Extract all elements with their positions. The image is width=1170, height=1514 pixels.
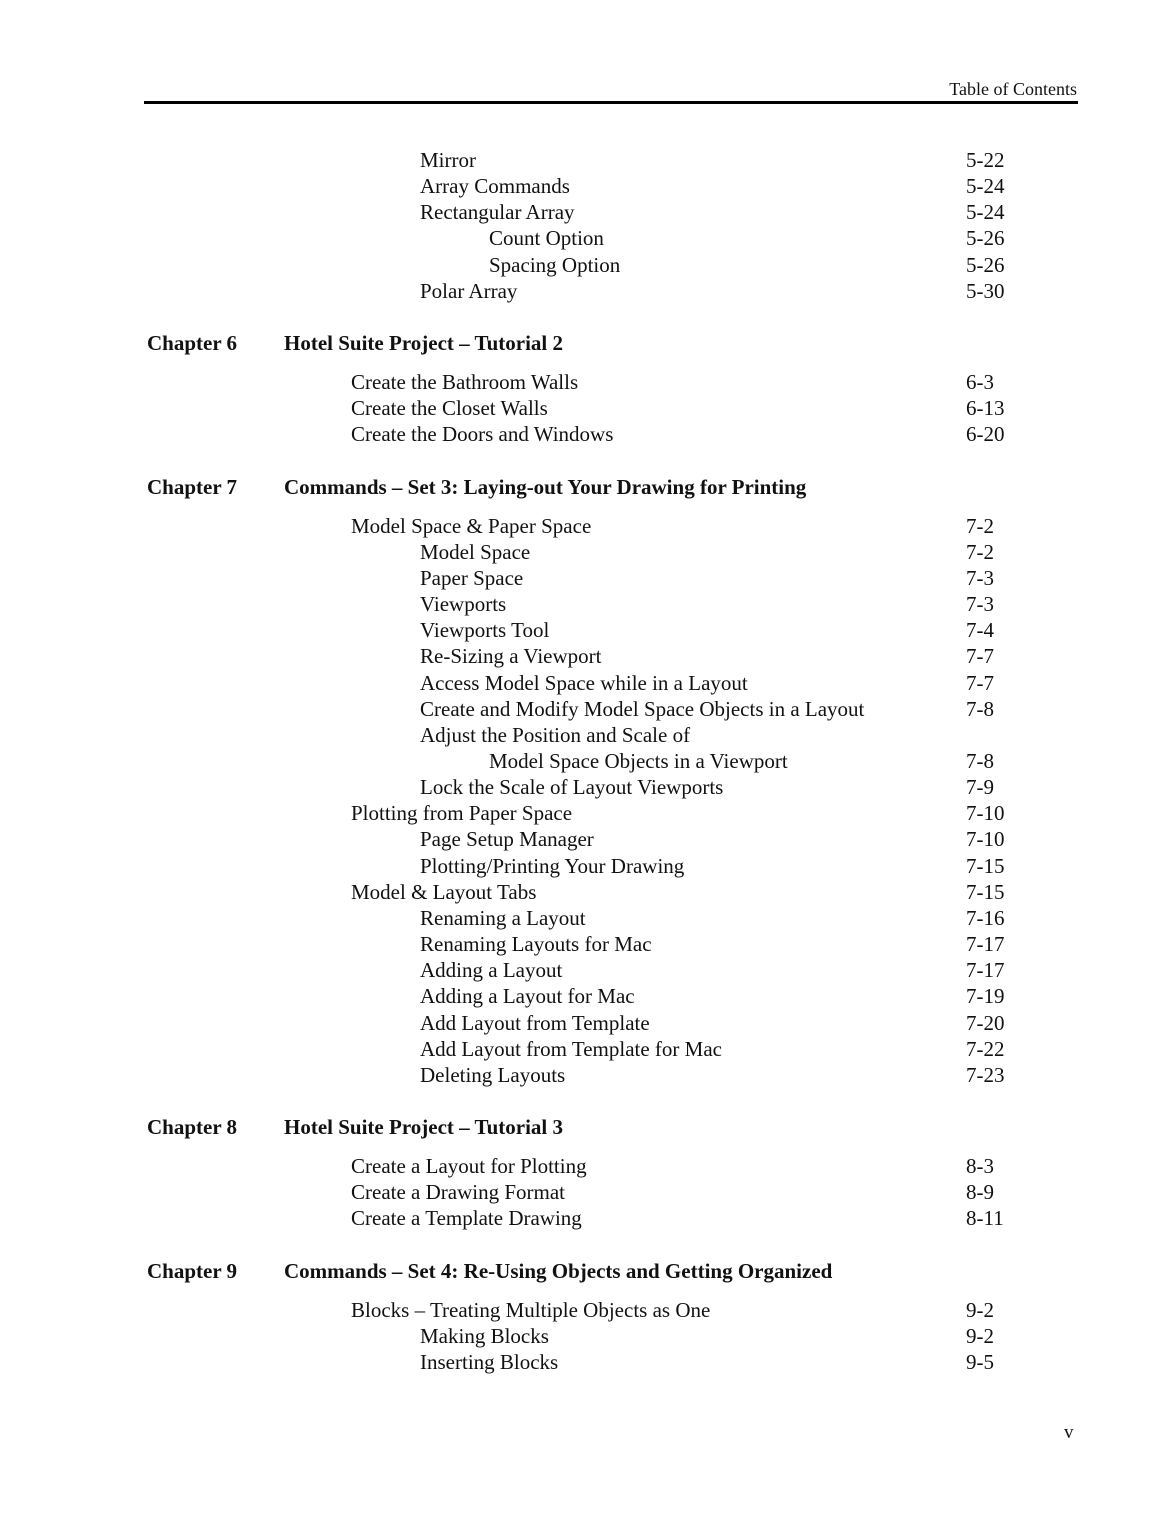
toc-entry[interactable]: [0, 199, 1170, 225]
toc-entry-label: Blocks – Treating Multiple Objects as One: [351, 1297, 711, 1322]
toc-entry-label: Renaming a Layout: [420, 905, 586, 930]
toc-entry-label: Access Model Space while in a Layout: [420, 670, 748, 695]
toc-entry[interactable]: [0, 173, 1170, 199]
toc-entry-label: Model Space Objects in a Viewport: [489, 749, 788, 773]
toc-entry-page: 7-16: [966, 905, 1005, 930]
toc-entry[interactable]: [0, 369, 1170, 395]
toc-entry[interactable]: [0, 826, 1170, 852]
toc-entry-page: 7-23: [966, 1062, 1005, 1087]
chapter-heading: [0, 1258, 1170, 1284]
chapter-title: Commands – Set 3: Laying-out Your Drawing for Printing: [284, 474, 807, 499]
toc-entry-label: Plotting from Paper Space: [351, 801, 573, 826]
toc-entry[interactable]: [0, 905, 1170, 931]
toc-entry-label: Viewports Tool: [420, 618, 550, 643]
toc-entry-label: Deleting Layouts: [420, 1062, 566, 1087]
toc-entry[interactable]: [0, 539, 1170, 565]
toc-entry-label: Mirror: [420, 148, 476, 172]
toc-entry-page: 8-3: [966, 1154, 994, 1179]
toc-entry-page: 5-22: [966, 148, 1005, 172]
toc-entry-page: 7-3: [966, 592, 994, 617]
toc-entry-page: 5-30: [966, 278, 1005, 303]
toc-entry-label: Create a Drawing Format: [351, 1180, 566, 1205]
chapter-title: Hotel Suite Project – Tutorial 2: [284, 330, 563, 355]
toc-entry-page: 9-2: [966, 1323, 994, 1348]
toc-entry-label: Add Layout from Template: [420, 1010, 650, 1035]
toc-entry-page: 7-7: [966, 644, 994, 669]
toc-entry-label: Create a Template Drawing: [351, 1206, 582, 1231]
toc-entry[interactable]: [0, 1205, 1170, 1231]
toc-entry-page: 7-8: [966, 696, 994, 721]
toc-entry-label: Paper Space: [420, 565, 524, 590]
chapter-heading: [0, 1114, 1170, 1140]
toc-entry-page: 5-24: [966, 200, 1005, 225]
chapter-title: Hotel Suite Project – Tutorial 3: [284, 1114, 563, 1139]
toc-entry[interactable]: [0, 1036, 1170, 1062]
chapter-title: Commands – Set 4: Re-Using Objects and Getting Organized: [284, 1258, 833, 1283]
toc-entry-page: 7-2: [966, 513, 994, 538]
toc-entry-label: Spacing Option: [489, 252, 621, 277]
toc-entry[interactable]: [0, 774, 1170, 800]
toc-entry[interactable]: [0, 591, 1170, 617]
toc-entry-page: 7-15: [966, 853, 1005, 878]
toc-entry[interactable]: [0, 565, 1170, 591]
toc-entry-label: Model & Layout Tabs: [351, 879, 537, 904]
toc-entry-page: 7-2: [966, 539, 994, 564]
toc-entry-label: Create the Doors and Windows: [351, 422, 614, 447]
toc-entry-label: Create the Closet Walls: [351, 396, 548, 421]
toc-entry[interactable]: [0, 1062, 1170, 1088]
toc-entry-page: 7-8: [966, 749, 994, 773]
toc-entry[interactable]: [0, 1153, 1170, 1179]
toc-entry-page: 7-3: [966, 565, 994, 590]
toc-entry[interactable]: [0, 748, 1170, 774]
toc-entry[interactable]: [0, 1323, 1170, 1349]
toc-entry-page: 7-10: [966, 801, 1005, 826]
toc-entry-label: Create a Layout for Plotting: [351, 1154, 587, 1179]
chapter-number: Chapter 8: [147, 1114, 238, 1139]
toc-entry-page: 7-4: [966, 618, 994, 643]
toc-entry-label: Model Space & Paper Space: [351, 513, 592, 538]
toc-entry-page: 6-13: [966, 396, 1005, 421]
toc-entry-page: 5-26: [966, 226, 1005, 251]
toc-entry-page: 7-19: [966, 984, 1005, 1009]
toc-entry-label: Rectangular Array: [420, 200, 575, 225]
toc-entry[interactable]: [0, 225, 1170, 251]
chapter-number: Chapter 9: [147, 1258, 238, 1283]
toc-entry-page: 7-7: [966, 670, 994, 695]
toc-entry-page: 6-3: [966, 370, 994, 395]
toc-entry-page: 7-9: [966, 775, 994, 800]
toc-entry[interactable]: [0, 696, 1170, 722]
toc-entry[interactable]: [0, 670, 1170, 696]
toc-entry-label: Add Layout from Template for Mac: [420, 1036, 722, 1061]
toc-entry[interactable]: [0, 983, 1170, 1009]
toc-entry-label: Lock the Scale of Layout Viewports: [420, 775, 724, 800]
toc-entry[interactable]: [0, 1179, 1170, 1205]
toc-entry-label: Model Space: [420, 539, 531, 564]
toc-entry-page: 8-9: [966, 1180, 994, 1205]
toc-entry[interactable]: [0, 853, 1170, 879]
toc-entry[interactable]: [0, 722, 1170, 748]
toc-entry[interactable]: [0, 513, 1170, 539]
toc-entry-label: Create the Bathroom Walls: [351, 370, 579, 395]
chapter-heading: [0, 474, 1170, 500]
toc-entry-page: 7-17: [966, 958, 1005, 983]
toc-entry-label: Viewports: [420, 592, 507, 617]
toc-entry-label: Array Commands: [420, 174, 570, 199]
chapter-number: Chapter 7: [147, 474, 238, 499]
toc-entry-label: Adjust the Position and Scale of: [420, 722, 691, 747]
toc-entry[interactable]: [0, 1297, 1170, 1323]
toc-entry-page: 7-17: [966, 932, 1005, 957]
toc-entry-label: Create and Modify Model Space Objects in a Layout: [420, 696, 865, 721]
toc-entry-label: Adding a Layout: [420, 958, 563, 983]
toc-entry-label: Renaming Layouts for Mac: [420, 932, 652, 957]
toc-entry-page: 6-20: [966, 422, 1005, 447]
toc-entry-label: Plotting/Printing Your Drawing: [420, 853, 685, 878]
toc-entry[interactable]: [0, 931, 1170, 957]
toc-entry-label: Making Blocks: [420, 1323, 549, 1348]
toc-entry-page: 7-22: [966, 1036, 1005, 1061]
toc-entry-label: Count Option: [489, 226, 604, 251]
toc-entry[interactable]: [0, 879, 1170, 905]
toc-entry[interactable]: [0, 395, 1170, 421]
toc-entry[interactable]: [0, 957, 1170, 983]
toc-entry-page: 7-20: [966, 1010, 1005, 1035]
toc-entry-label: Inserting Blocks: [420, 1350, 559, 1374]
toc-entry[interactable]: [0, 278, 1170, 304]
toc-entry[interactable]: [0, 252, 1170, 278]
toc-entry-page: 7-10: [966, 827, 1005, 852]
toc-entry-page: 7-15: [966, 879, 1005, 904]
toc-entry[interactable]: [0, 421, 1170, 447]
chapter-heading: [0, 330, 1170, 356]
toc-entry[interactable]: [0, 147, 1170, 173]
toc-entry-label: Polar Array: [420, 278, 518, 303]
toc-entry-page: 9-2: [966, 1297, 994, 1322]
toc-entry-page: 5-24: [966, 174, 1005, 199]
toc-entry[interactable]: [0, 800, 1170, 826]
running-header: Table of Contents: [949, 79, 1077, 99]
page-number: v: [1064, 1422, 1074, 1443]
chapter-number: Chapter 6: [147, 330, 238, 355]
toc-entry[interactable]: [0, 617, 1170, 643]
toc-entry-label: Re-Sizing a Viewport: [420, 644, 602, 669]
toc-entry[interactable]: [0, 643, 1170, 669]
toc-entry[interactable]: [0, 1349, 1170, 1375]
toc-entry-page: 5-26: [966, 252, 1005, 277]
toc-entry[interactable]: [0, 1010, 1170, 1036]
toc-entry-label: Page Setup Manager: [420, 827, 594, 852]
toc-entry-page: 9-5: [966, 1350, 994, 1374]
toc-entry-label: Adding a Layout for Mac: [420, 984, 635, 1009]
toc-entry-page: 8-11: [966, 1206, 1004, 1231]
